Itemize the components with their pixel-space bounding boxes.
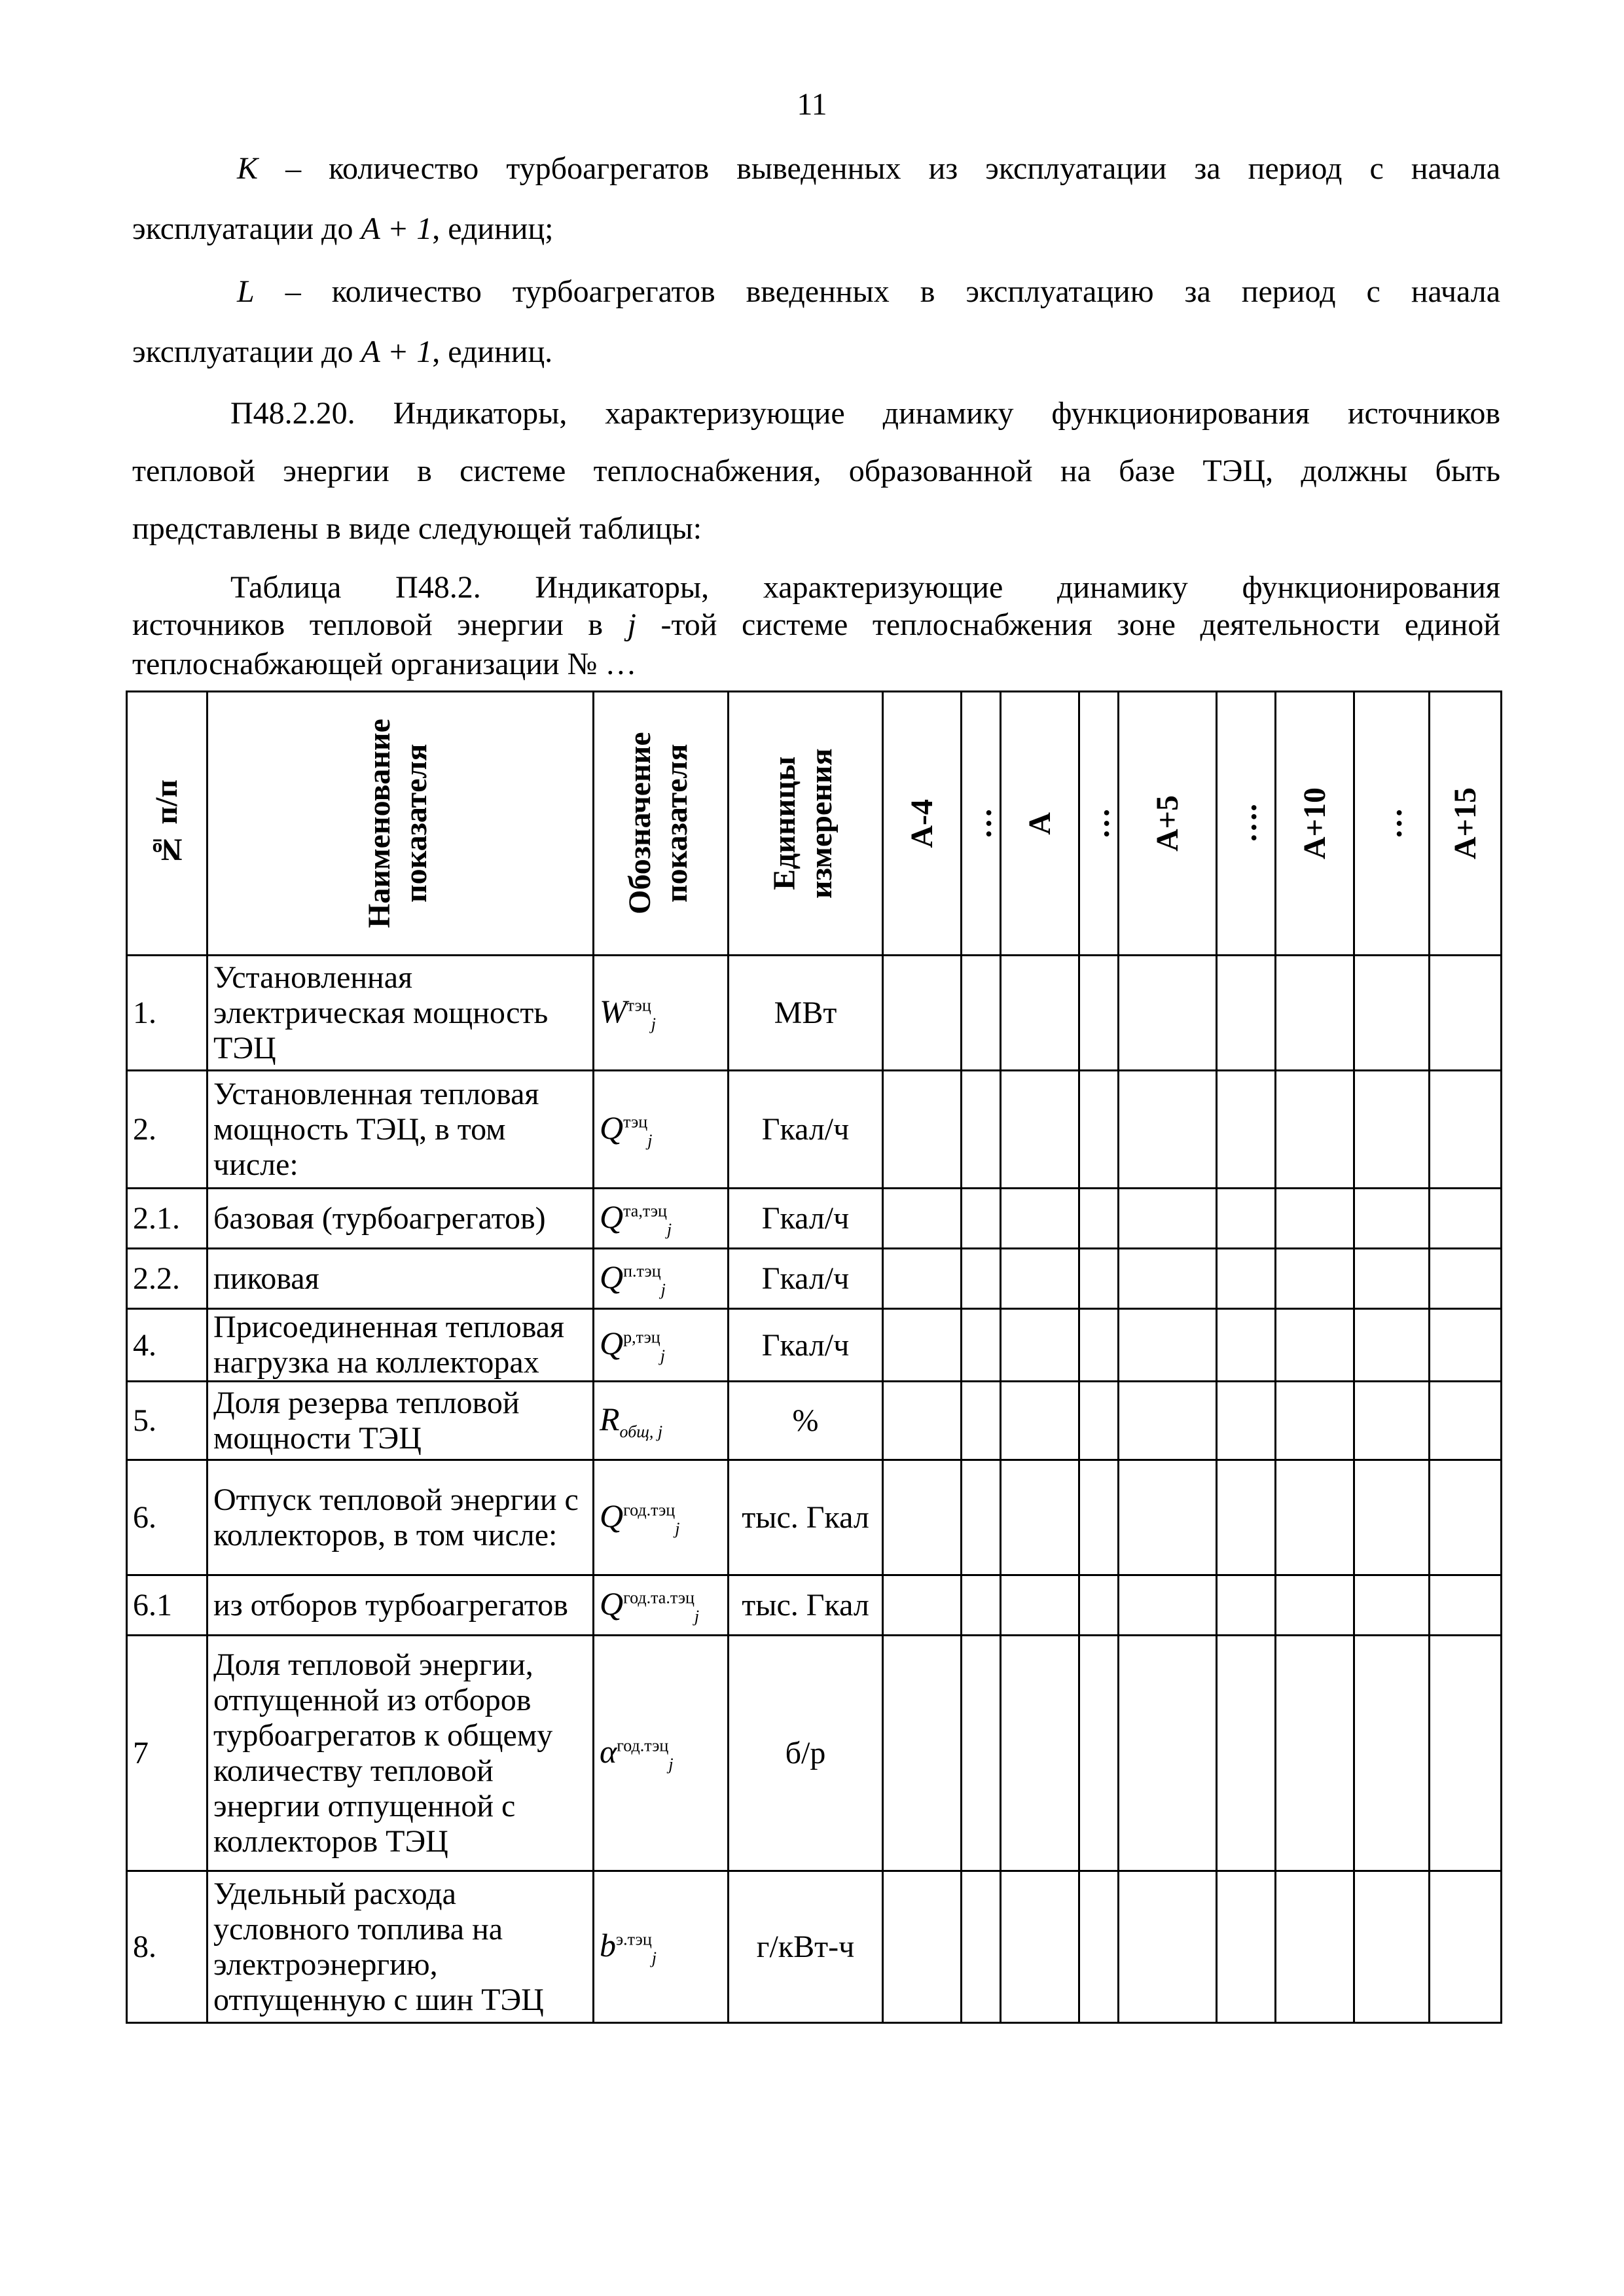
year-cell: [883, 1189, 962, 1249]
year-cell: [1354, 1382, 1430, 1460]
year-cell: [1001, 1460, 1079, 1575]
row-unit: тыс. Гкал: [729, 1460, 883, 1575]
symbol-superscript: п.тэц: [623, 1261, 661, 1280]
row-unit: тыс. Гкал: [729, 1575, 883, 1636]
header-symbol-text: Обозначение показателя: [622, 732, 694, 915]
k-definition-line1: [132, 151, 1500, 187]
symbol-subscript: j: [675, 1518, 680, 1538]
year-cell: [962, 956, 1001, 1071]
header-year-text: …: [963, 808, 998, 839]
row-name: Присоединенная тепловая нагрузка на коллекторах: [208, 1309, 594, 1382]
header-year-text: А+15: [1447, 787, 1483, 859]
header-year: [962, 692, 1001, 956]
year-cell: [962, 1575, 1001, 1636]
row-number: 2.1.: [127, 1189, 208, 1249]
year-cell: [1430, 1309, 1502, 1382]
row-symbol: [594, 1189, 729, 1249]
l-def-formula: A + 1: [361, 334, 433, 369]
symbol-subscript: j: [666, 1219, 672, 1239]
year-cell: [1354, 1249, 1430, 1309]
row-symbol: [594, 1382, 729, 1460]
l-def-suffix: , единиц.: [432, 334, 553, 369]
year-cell: [1276, 1249, 1354, 1309]
caption-line1: [132, 568, 1500, 607]
year-cell: [1354, 956, 1430, 1071]
table-row: [127, 1189, 1502, 1249]
symbol-subscript: j: [651, 1948, 657, 1967]
row-number: 6.: [127, 1460, 208, 1575]
row-symbol: [594, 956, 729, 1071]
row-unit: г/кВт-ч: [729, 1871, 883, 2023]
symbol-base: Q: [600, 1325, 624, 1361]
row-number: 7: [127, 1636, 208, 1871]
row-unit: б/р: [729, 1636, 883, 1871]
caption-line2-suffix: -той системе теплоснабжения зоне деятельности единой: [636, 607, 1501, 642]
year-cell: [1430, 1575, 1502, 1636]
year-cell: [1119, 1309, 1217, 1382]
l-definition-line2: [132, 334, 1500, 370]
year-cell: [1354, 1636, 1430, 1871]
year-cell: [1217, 1575, 1276, 1636]
k-def-prefix: эксплуатации до: [132, 211, 361, 246]
l-definition-line1: [132, 274, 1500, 310]
year-cell: [1276, 956, 1354, 1071]
year-cell: [1276, 1382, 1354, 1460]
year-cell: [1430, 1249, 1502, 1309]
year-cell: [1079, 1636, 1119, 1871]
row-name: из отборов турбоагрегатов: [208, 1575, 594, 1636]
symbol-superscript: тэц: [623, 1111, 648, 1131]
row-number: 1.: [127, 956, 208, 1071]
row-unit: Гкал/ч: [729, 1249, 883, 1309]
year-cell: [1001, 1189, 1079, 1249]
year-cell: [1001, 1575, 1079, 1636]
symbol-subscript: j: [694, 1606, 700, 1626]
year-cell: [962, 1460, 1001, 1575]
year-cell: [962, 1189, 1001, 1249]
header-year-text: А+10: [1297, 787, 1332, 859]
row-unit: МВт: [729, 956, 883, 1071]
year-cell: [883, 1460, 962, 1575]
k-definition-text: – количество турбоагрегатов выведенных из эксплуатации за период с начала: [285, 151, 1501, 186]
year-cell: [1119, 1575, 1217, 1636]
caption-line3: теплоснабжающей организации № …: [132, 647, 637, 681]
header-unit: [729, 692, 883, 956]
p48-line2: тепловой энергии в системе теплоснабжения, образованной на базе ТЭЦ, должны быть: [132, 454, 1500, 488]
row-unit: Гкал/ч: [729, 1071, 883, 1189]
year-cell: [962, 1309, 1001, 1382]
row-name: Удельный расхода условного топлива на электроэнергию, отпущенную с шин ТЭЦ: [208, 1871, 594, 2023]
header-num-text: № п/п: [149, 780, 184, 867]
k-def-formula: A + 1: [361, 211, 433, 246]
year-cell: [1119, 1460, 1217, 1575]
row-name: базовая (турбоагрегатов): [208, 1189, 594, 1249]
symbol-subscript: общ, j: [619, 1422, 663, 1441]
row-symbol: [594, 1575, 729, 1636]
year-cell: [1001, 1871, 1079, 2023]
table-row: [127, 1071, 1502, 1189]
year-cell: [883, 1382, 962, 1460]
symbol-superscript: э.тэц: [616, 1929, 652, 1948]
header-year: [1354, 692, 1430, 956]
year-cell: [1079, 1871, 1119, 2023]
header-year: [1119, 692, 1217, 956]
row-number: 2.2.: [127, 1249, 208, 1309]
header-year: [1430, 692, 1502, 956]
year-cell: [1119, 1871, 1217, 2023]
year-cell: [1276, 1071, 1354, 1189]
year-cell: [1001, 1071, 1079, 1189]
p48-line3: представлены в виде следующей таблицы:: [132, 511, 702, 546]
header-name-text: Наименование показателя: [361, 719, 433, 928]
year-cell: [883, 1636, 962, 1871]
symbol-base: b: [600, 1926, 616, 1964]
symbol-base: Q: [600, 1109, 624, 1146]
symbol-superscript: год.тэц: [617, 1735, 669, 1755]
p48-line1: [132, 395, 1500, 432]
table-body: [127, 956, 1502, 2023]
year-cell: [1119, 1071, 1217, 1189]
year-cell: [1079, 1460, 1119, 1575]
year-cell: [1079, 1382, 1119, 1460]
year-cell: [1217, 1071, 1276, 1189]
year-cell: [1217, 1871, 1276, 2023]
row-name: Установленная электрическая мощность ТЭЦ: [208, 956, 594, 1071]
l-variable: L: [237, 274, 255, 309]
table-row: [127, 1249, 1502, 1309]
row-name: пиковая: [208, 1249, 594, 1309]
row-symbol: [594, 1636, 729, 1871]
table-row: [127, 1636, 1502, 1871]
year-cell: [1119, 1249, 1217, 1309]
year-cell: [1001, 1636, 1079, 1871]
indicators-table: [126, 691, 1502, 2024]
row-name: Доля тепловой энергии, отпущенной из отборов турбоагрегатов к общему количеству тепловой энергии отпущенной с коллекторов ТЭЦ: [208, 1636, 594, 1871]
page-number: 11: [797, 87, 827, 122]
header-year-text: …: [1374, 808, 1409, 839]
year-cell: [1217, 1460, 1276, 1575]
header-name: [208, 692, 594, 956]
year-cell: [1430, 956, 1502, 1071]
row-symbol: [594, 1309, 729, 1382]
p48-line1-text: П48.2.20. Индикаторы, характеризующие динамику функционирования источников: [230, 396, 1500, 431]
year-cell: [1001, 956, 1079, 1071]
year-cell: [1276, 1575, 1354, 1636]
symbol-superscript: р,тэц: [623, 1327, 660, 1347]
year-cell: [1001, 1249, 1079, 1309]
year-cell: [1079, 956, 1119, 1071]
row-number: 5.: [127, 1382, 208, 1460]
symbol-base: Q: [600, 1497, 624, 1534]
symbol-base: Q: [600, 1198, 624, 1235]
year-cell: [1217, 1309, 1276, 1382]
year-cell: [1354, 1309, 1430, 1382]
table-row: [127, 1382, 1502, 1460]
year-cell: [1430, 1382, 1502, 1460]
symbol-base: α: [600, 1732, 617, 1770]
row-name: Доля резерва тепловой мощности ТЭЦ: [208, 1382, 594, 1460]
year-cell: [883, 1871, 962, 2023]
header-year: [1276, 692, 1354, 956]
year-cell: [1354, 1071, 1430, 1189]
row-unit: %: [729, 1382, 883, 1460]
header-year-text: …: [1081, 808, 1116, 839]
symbol-subscript: j: [668, 1754, 674, 1774]
year-cell: [1276, 1309, 1354, 1382]
year-cell: [1430, 1189, 1502, 1249]
row-unit: Гкал/ч: [729, 1309, 883, 1382]
symbol-subscript: j: [647, 1130, 653, 1150]
caption-line1-text: Таблица П48.2. Индикаторы, характеризующие динамику функционирования: [230, 570, 1500, 605]
year-cell: [962, 1071, 1001, 1189]
year-cell: [1079, 1189, 1119, 1249]
caption-line2-prefix: источников тепловой энергии в: [132, 607, 628, 642]
year-cell: [1119, 1189, 1217, 1249]
header-symbol: [594, 692, 729, 956]
year-cell: [1119, 956, 1217, 1071]
table-row: [127, 1871, 1502, 2023]
symbol-base: R: [600, 1400, 620, 1437]
symbol-base: Q: [600, 1585, 624, 1622]
table-row: [127, 956, 1502, 1071]
row-symbol: [594, 1249, 729, 1309]
symbol-superscript: тэц: [626, 995, 651, 1014]
year-cell: [962, 1249, 1001, 1309]
year-cell: [1079, 1575, 1119, 1636]
year-cell: [883, 956, 962, 1071]
year-cell: [1430, 1071, 1502, 1189]
year-cell: [1430, 1871, 1502, 2023]
header-row: [127, 692, 1502, 956]
year-cell: [1430, 1636, 1502, 1871]
symbol-superscript: та,тэц: [623, 1200, 667, 1220]
header-year: [883, 692, 962, 956]
year-cell: [1079, 1249, 1119, 1309]
symbol-superscript: год.та.тэц: [623, 1587, 695, 1607]
year-cell: [962, 1871, 1001, 2023]
row-number: 8.: [127, 1871, 208, 2023]
caption-line2: [132, 605, 1500, 645]
year-cell: [883, 1309, 962, 1382]
table-row: [127, 1309, 1502, 1382]
year-cell: [1430, 1460, 1502, 1575]
year-cell: [1001, 1309, 1079, 1382]
year-cell: [962, 1382, 1001, 1460]
row-name: Отпуск тепловой энергии с коллекторов, в том числе:: [208, 1460, 594, 1575]
header-year-text: А-4: [904, 798, 939, 848]
header-year: [1079, 692, 1119, 956]
header-year-text: А+5: [1149, 795, 1185, 852]
year-cell: [1001, 1382, 1079, 1460]
row-name: Установленная тепловая мощность ТЭЦ, в том числе:: [208, 1071, 594, 1189]
year-cell: [1217, 1189, 1276, 1249]
year-cell: [1276, 1871, 1354, 2023]
year-cell: [883, 1071, 962, 1189]
year-cell: [1217, 956, 1276, 1071]
row-number: 6.1: [127, 1575, 208, 1636]
header-unit-text: Единицы измерения: [767, 748, 839, 899]
year-cell: [1119, 1636, 1217, 1871]
year-cell: [1079, 1309, 1119, 1382]
header-year-text: А: [1022, 812, 1057, 835]
year-cell: [1354, 1189, 1430, 1249]
year-cell: [1079, 1071, 1119, 1189]
row-number: 2.: [127, 1071, 208, 1189]
table-row: [127, 1575, 1502, 1636]
row-symbol: [594, 1460, 729, 1575]
symbol-base: W: [600, 992, 627, 1030]
row-symbol: [594, 1871, 729, 2023]
k-definition-line2: [132, 211, 1500, 247]
year-cell: [883, 1575, 962, 1636]
year-cell: [1354, 1460, 1430, 1575]
row-symbol: [594, 1071, 729, 1189]
table-row: [127, 1460, 1502, 1575]
symbol-subscript: j: [660, 1280, 666, 1299]
k-variable: K: [237, 151, 259, 186]
year-cell: [1354, 1575, 1430, 1636]
caption-line2-var: j: [627, 607, 636, 642]
year-cell: [962, 1636, 1001, 1871]
header-year: [1217, 692, 1276, 956]
symbol-subscript: j: [660, 1346, 665, 1365]
header-year: [1001, 692, 1079, 956]
year-cell: [1217, 1636, 1276, 1871]
header-num: [127, 692, 208, 956]
year-cell: [1119, 1382, 1217, 1460]
symbol-superscript: год.тэц: [623, 1499, 676, 1519]
year-cell: [1217, 1249, 1276, 1309]
k-def-suffix: , единиц;: [432, 211, 554, 246]
l-def-prefix: эксплуатации до: [132, 334, 361, 369]
year-cell: [1276, 1189, 1354, 1249]
header-year-text: ….: [1228, 804, 1263, 843]
row-number: 4.: [127, 1309, 208, 1382]
year-cell: [1354, 1871, 1430, 2023]
symbol-subscript: j: [651, 1014, 656, 1033]
l-definition-text: – количество турбоагрегатов введенных в эксплуатацию за период с начала: [285, 274, 1501, 309]
year-cell: [1276, 1636, 1354, 1871]
year-cell: [1217, 1382, 1276, 1460]
year-cell: [883, 1249, 962, 1309]
year-cell: [1276, 1460, 1354, 1575]
row-unit: Гкал/ч: [729, 1189, 883, 1249]
symbol-base: Q: [600, 1258, 624, 1295]
